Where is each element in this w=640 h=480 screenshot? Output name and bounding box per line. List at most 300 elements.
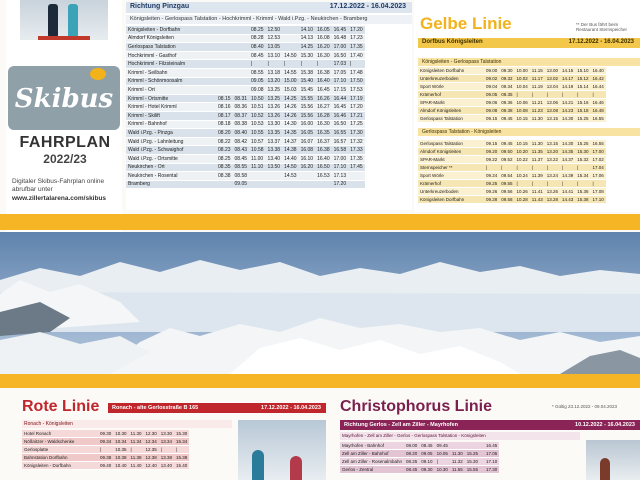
departure-time: 16.55 (592, 141, 604, 146)
departure-time: 12.30 (145, 431, 157, 436)
christophorus-section (340, 432, 580, 440)
departure-time: 16.57 (333, 138, 347, 145)
departure-time: 10.28 (516, 197, 528, 202)
departure-time: 17.40 (350, 52, 363, 59)
departure-time: 14.41 (562, 189, 574, 194)
fahrplan-year: 2022/23 (43, 152, 87, 166)
departure-time: | (515, 180, 530, 188)
departure-time: 10.26 (516, 189, 528, 194)
departure-time: 10.52 (251, 112, 264, 119)
departure-time: 15.32 (577, 157, 589, 162)
departure-time: 15.30 (577, 149, 589, 154)
table-row (22, 462, 189, 470)
departure-time: 11.35 (531, 149, 543, 154)
departure-time: 08.55 (234, 164, 248, 171)
departure-time: 08.25 (218, 155, 231, 162)
departure-time: 09.08 (251, 86, 264, 93)
departure-time: 15.25 (466, 451, 479, 456)
departure-time: 13.15 (546, 141, 558, 146)
departure-time: 16.20 (300, 164, 314, 171)
departure-time: 14.26 (284, 104, 297, 111)
skier-figure (290, 456, 302, 480)
departure-time: | (591, 180, 606, 188)
table-row (418, 67, 606, 75)
departure-time: 08.18 (218, 121, 231, 128)
departure-time: 13.40 (160, 463, 172, 468)
departure-time: 09.55 (501, 181, 513, 186)
departure-time (249, 172, 266, 181)
departure-time: 13.26 (546, 189, 558, 194)
departure-time: | (98, 446, 113, 454)
mountain-panorama (0, 232, 640, 374)
gelbe-section-2-label: Gerlospass Talstation - Königsleiten (422, 129, 502, 135)
departure-time: 16.45 (317, 86, 330, 93)
departure-time: 13.37 (267, 138, 281, 145)
departure-time: 15.30 (466, 459, 479, 464)
christophorus-linie-title: Christophorus Linie (340, 398, 492, 415)
departure-time: 10.51 (251, 104, 264, 111)
stop-name: Gerlos - Zentral (340, 466, 404, 474)
departure-time: 11.21 (531, 100, 543, 105)
departure-time: 14.53 (284, 172, 297, 179)
departure-time (282, 26, 299, 34)
table-row (126, 172, 365, 181)
departure-time: | (575, 180, 590, 188)
stop-name: Gerlosplatte (22, 446, 98, 454)
table-row (340, 442, 499, 450)
departure-time: 08.25 (251, 26, 264, 33)
departure-time: 14.17 (562, 76, 574, 81)
departure-time: 09.20 (486, 149, 498, 154)
departure-time: 12.50 (267, 26, 281, 33)
departure-time (233, 43, 250, 52)
departure-time: 11.23 (531, 108, 543, 113)
departure-time: 09.26 (486, 189, 498, 194)
departure-time: 15.55 (300, 95, 314, 102)
departure-time: 17.00 (333, 43, 347, 50)
departure-time: 10.53 (251, 121, 264, 128)
departure-time: 08.16 (218, 104, 231, 111)
departure-time: 13.34 (160, 439, 172, 444)
departure-time: 13.26 (267, 104, 281, 111)
departure-time: 16.44 (592, 84, 604, 89)
departure-time: 17.21 (350, 112, 363, 119)
departure-time: 14.30 (562, 116, 574, 121)
skier-leg (68, 4, 78, 38)
departure-time: 10.24 (516, 173, 528, 178)
departure-time: 13.02 (546, 76, 558, 81)
stop-name: Wald i.Pzg. - Schwaighof (126, 146, 216, 155)
table-row (418, 91, 606, 99)
departure-time (266, 172, 283, 181)
departure-time: 15.56 (300, 104, 314, 111)
departure-time: 14.40 (284, 155, 297, 162)
departure-time: 10.15 (516, 141, 528, 146)
stop-name: Gerlospass Talstation (126, 43, 216, 52)
departure-time: | (591, 91, 606, 99)
stop-name: Königsleiten - Dorfbahn (22, 462, 98, 470)
table-row (418, 83, 606, 91)
stop-name: Unterkreuzerboden (418, 75, 484, 83)
departure-time: | (484, 164, 499, 172)
stop-name: SPAR-Markt (418, 156, 484, 164)
skibus-logo (8, 66, 120, 130)
departure-time: 10.38 (115, 455, 127, 460)
table-row (126, 120, 365, 129)
stop-name: Unterkreuzerboden (418, 188, 484, 196)
departure-time: 11.38 (130, 455, 142, 460)
table-row (126, 154, 365, 163)
departure-time: 16.10 (300, 155, 314, 162)
table-row (340, 458, 499, 466)
website-link[interactable]: www.zillertalarena.com/skibus (12, 195, 107, 202)
departure-time (282, 34, 299, 43)
departure-time: 13.06 (546, 100, 558, 105)
skier-figure (252, 450, 264, 480)
departure-time: 17.10 (333, 164, 347, 171)
departure-time: | (315, 60, 332, 69)
departure-time: 09.36 (501, 100, 513, 105)
stop-name: Sport Wörle (418, 172, 484, 180)
departure-time: 13.18 (267, 69, 281, 76)
departure-time: 16.50 (333, 52, 347, 59)
departure-time (348, 180, 365, 189)
departure-time: 08.43 (234, 147, 248, 154)
table-row (126, 68, 365, 77)
departure-time: 11.15 (531, 68, 543, 73)
departure-time: 15.40 (300, 78, 314, 85)
stop-name: Krimml - Skilift (126, 111, 216, 120)
departure-time: 17.13 (333, 172, 347, 179)
table-row (126, 146, 365, 155)
table-row (126, 180, 365, 189)
small-skier-photo (586, 440, 640, 480)
table-row (126, 60, 365, 69)
stop-name: Nößnitzer - Waldschenke (22, 438, 98, 446)
christophorus-header (340, 420, 640, 430)
departure-time: 15.25 (577, 116, 589, 121)
departure-time: 14.19 (562, 84, 574, 89)
departure-time: 13.26 (267, 112, 281, 119)
departure-time: 09.15 (486, 141, 498, 146)
departure-time: 08.58 (234, 172, 248, 179)
stop-name: Königsleiten - Dorfbahn (126, 26, 216, 34)
departure-time: 16.08 (317, 35, 330, 42)
stop-name: Sport Wörle (418, 83, 484, 91)
departure-time: 09.45 (501, 141, 513, 146)
departure-time: 13.30 (267, 121, 281, 128)
departure-time: 14.13 (300, 35, 314, 42)
gelbe-header (418, 38, 640, 48)
table-row (22, 430, 189, 438)
table-row (126, 77, 365, 86)
departure-time: | (299, 60, 316, 69)
stop-name: Bahnstation Dorfbahn (22, 454, 98, 462)
rote-table (22, 430, 189, 470)
departure-time: 11.00 (249, 154, 266, 163)
pinzgau-direction: Richtung Pinzgau (130, 3, 190, 10)
departure-time: 15.18 (577, 108, 589, 113)
departure-time (233, 60, 250, 69)
departure-time: 17.33 (350, 147, 363, 154)
departure-time: 09.15 (486, 116, 498, 121)
table-row (126, 43, 365, 52)
departure-time: 13.25 (267, 86, 281, 93)
table-row (126, 163, 365, 172)
departure-time: 16.30 (317, 52, 330, 59)
departure-time: 15.34 (176, 439, 188, 444)
stop-name: Bramberg (126, 180, 216, 189)
pinzgau-table (126, 26, 365, 189)
departure-time: 11.43 (531, 197, 543, 202)
skier-figure (600, 458, 610, 480)
departure-time: 10.08 (516, 108, 528, 113)
departure-time: 08.38 (218, 172, 231, 179)
departure-time: 16.35 (317, 129, 330, 136)
departure-time: 13.15 (546, 116, 558, 121)
departure-time: 09.05 (251, 78, 264, 85)
departure-time: 16.40 (592, 68, 604, 73)
departure-time: 17.08 (592, 189, 604, 194)
gelbe-table-1 (418, 67, 606, 123)
table-row (126, 137, 365, 146)
table-row (126, 51, 365, 60)
departure-time: | (575, 91, 590, 99)
departure-time: 09.28 (486, 197, 498, 202)
departure-time: 13.30 (160, 431, 172, 436)
departure-time: 16.37 (317, 138, 330, 145)
departure-time: 15.45 (300, 86, 314, 93)
departure-time: 17.06 (592, 173, 604, 178)
table-row (126, 34, 365, 43)
stop-name: Mayrhofen - Bahnhof (340, 442, 404, 450)
christophorus-direction: Richtung Gerlos - Zell am Ziller - Mayrhofen (344, 422, 458, 428)
departure-time: 16.50 (317, 164, 330, 171)
rote-linie-title: Rote Linie (22, 398, 100, 415)
departure-time: 12.40 (145, 463, 157, 468)
departure-time: 13.35 (267, 129, 281, 136)
departure-time: 15.30 (300, 52, 314, 59)
departure-time (450, 442, 465, 450)
departure-time: 08.38 (234, 121, 248, 128)
departure-time: 16.48 (333, 35, 347, 42)
departure-time: 09.06 (486, 100, 498, 105)
stop-name: Neukirchen - Rosental (126, 172, 216, 181)
departure-time: 10.58 (251, 147, 264, 154)
departure-time: 15.36 (577, 189, 589, 194)
stop-name: Krimml - Hotel Krimml (126, 103, 216, 112)
table-row (418, 107, 606, 115)
departure-time (216, 60, 233, 69)
departure-time: | (515, 164, 530, 172)
departure-time: 09.30 (100, 431, 112, 436)
departure-time: 09.24 (486, 173, 498, 178)
yellow-divider (0, 214, 640, 230)
departure-time: 13.28 (546, 197, 558, 202)
departure-time: 13.40 (267, 155, 281, 162)
departure-time: | (560, 164, 575, 172)
departure-time: 17.19 (350, 95, 363, 102)
departure-time: | (530, 180, 545, 188)
stop-name: Hochkrimml - Filzsteinalm (126, 60, 216, 69)
departure-time: 11.19 (531, 84, 543, 89)
departure-time: 16.45 (486, 443, 498, 448)
departure-time: 13.00 (546, 68, 558, 73)
gelbe-date-range: 17.12.2022 - 16.04.2023 (568, 39, 634, 45)
departure-time: 11.30 (451, 451, 463, 456)
departure-time (233, 26, 250, 34)
departure-time: 17.20 (333, 181, 347, 188)
departure-time: 14.35 (562, 149, 574, 154)
table-row (418, 164, 606, 172)
departure-time: 16.20 (317, 43, 330, 50)
departure-time: 10.55 (251, 129, 264, 136)
departure-time: 14.39 (562, 173, 574, 178)
departure-time: 09.38 (501, 108, 513, 113)
table-row (126, 94, 365, 103)
table-row (22, 438, 189, 446)
departure-time: 11.37 (531, 157, 543, 162)
ski (64, 36, 90, 40)
stop-name: Gerlospass Talstation (418, 140, 484, 148)
departure-time: | (266, 60, 283, 69)
departure-time: 11.39 (531, 173, 543, 178)
skier-group-photo (238, 420, 326, 480)
departure-time: 14.26 (284, 112, 297, 119)
departure-time: | (249, 60, 266, 69)
departure-time: | (129, 446, 144, 454)
departure-time: 15.12 (577, 76, 589, 81)
departure-time: 17.32 (350, 138, 363, 145)
digital-note: Digitaler Skibus-Fahrplan online abrufbar unter (12, 178, 105, 193)
stop-name: Königsleiten Dorfbahn (418, 196, 484, 204)
departure-time: 09.05 (421, 451, 433, 456)
gelbe-linie-panel (414, 0, 640, 212)
stop-name: Krimml - Bahnhof (126, 120, 216, 129)
departure-time: 16.26 (317, 95, 330, 102)
departure-time: 09.34 (100, 439, 112, 444)
departure-time: 08.20 (218, 129, 231, 136)
departure-time: 08.55 (251, 69, 264, 76)
gelbe-linie-title: Gelbe Linie (420, 14, 512, 33)
table-row (126, 111, 365, 120)
departure-time: 13.38 (267, 147, 281, 154)
departure-time (233, 34, 250, 43)
departure-time: 11.10 (249, 163, 266, 172)
departure-time: 08.23 (218, 147, 231, 154)
departure-time: 16.50 (333, 121, 347, 128)
departure-time: 16.48 (592, 108, 604, 113)
departure-time: 13.22 (546, 157, 558, 162)
departure-time: 15.55 (466, 467, 479, 472)
rote-header (108, 403, 326, 413)
departure-time: 09.35 (501, 92, 513, 97)
stop-name: Sternspeicher ** (418, 164, 484, 172)
departure-time: | (499, 164, 514, 172)
departure-time: 09.04 (486, 84, 498, 89)
departure-time (233, 51, 250, 60)
departure-time (233, 68, 250, 77)
departure-time (299, 172, 316, 181)
departure-time: 08.00 (406, 443, 418, 448)
departure-time: 17.00 (333, 155, 347, 162)
departure-time: 10.05 (436, 451, 448, 456)
departure-time: 17.50 (350, 78, 363, 85)
departure-time: 08.37 (234, 112, 248, 119)
departure-time: 14.55 (284, 69, 297, 76)
table-row (418, 180, 606, 188)
departure-time: 17.35 (350, 155, 363, 162)
departure-time: | (159, 446, 174, 454)
table-row (418, 196, 606, 204)
departure-time: 10.40 (115, 463, 127, 468)
stop-name: Almdorf Königsleiten (418, 148, 484, 156)
stop-name: Neukirchen - Ort (126, 163, 216, 172)
departure-time (216, 43, 233, 52)
rote-date-range: 17.12.2022 - 16.04.2023 (261, 405, 321, 411)
departure-time: 08.45 (406, 467, 418, 472)
departure-time: 08.35 (218, 164, 231, 171)
departure-time: 14.25 (300, 43, 314, 50)
departure-time: 16.58 (333, 147, 347, 154)
departure-time: 14.43 (562, 197, 574, 202)
departure-time: 08.17 (218, 112, 231, 119)
departure-time: 17.53 (350, 86, 363, 93)
departure-time: 14.50 (284, 164, 297, 171)
departure-time: 13.24 (546, 173, 558, 178)
departure-time: 10.30 (115, 431, 127, 436)
departure-time: | (545, 180, 560, 188)
skier-leg (48, 4, 58, 38)
departure-time: 16.44 (333, 95, 347, 102)
departure-time: 09.22 (486, 157, 498, 162)
departure-time: 11.55 (451, 467, 463, 472)
departure-time: 13.08 (546, 108, 558, 113)
departure-time: 08.15 (218, 95, 231, 102)
departure-time: 09.30 (421, 467, 433, 472)
departure-time: 17.30 (350, 129, 363, 136)
departure-time: 15.56 (300, 112, 314, 119)
departure-time (315, 180, 332, 189)
table-row (126, 103, 365, 112)
departure-time: 13.10 (267, 52, 281, 59)
departure-time: 10.35 (115, 447, 127, 452)
departure-time: 10.06 (516, 100, 528, 105)
table-row (418, 156, 606, 164)
departure-time: 14.50 (284, 52, 297, 59)
departure-time: 15.14 (577, 84, 589, 89)
departure-time: 16.46 (333, 112, 347, 119)
departure-time: 17.20 (350, 104, 363, 111)
departure-time: 11.30 (531, 141, 543, 146)
departure-time: 17.35 (350, 43, 363, 50)
departure-time: 10.20 (516, 149, 528, 154)
stop-name: Hochkrimml - Gasthof (126, 51, 216, 60)
departure-time: 16.38 (317, 147, 330, 154)
pinzgau-header (126, 2, 412, 13)
table-row (340, 466, 499, 474)
departure-time: 17.20 (350, 26, 363, 33)
table-row (418, 115, 606, 123)
departure-time: | (282, 60, 299, 69)
departure-time: 10.22 (516, 157, 528, 162)
departure-time: 15.30 (176, 431, 188, 436)
departure-time (216, 68, 233, 77)
pinzgau-route-text: Königsleiten - Gerlospass Talstation - Hochkrimml - Krimml - Wald i.Pzg. - Neukirchen - Bramberg (130, 16, 368, 22)
departure-time (216, 34, 233, 43)
table-row (418, 99, 606, 107)
departure-time: 08.31 (234, 95, 248, 102)
